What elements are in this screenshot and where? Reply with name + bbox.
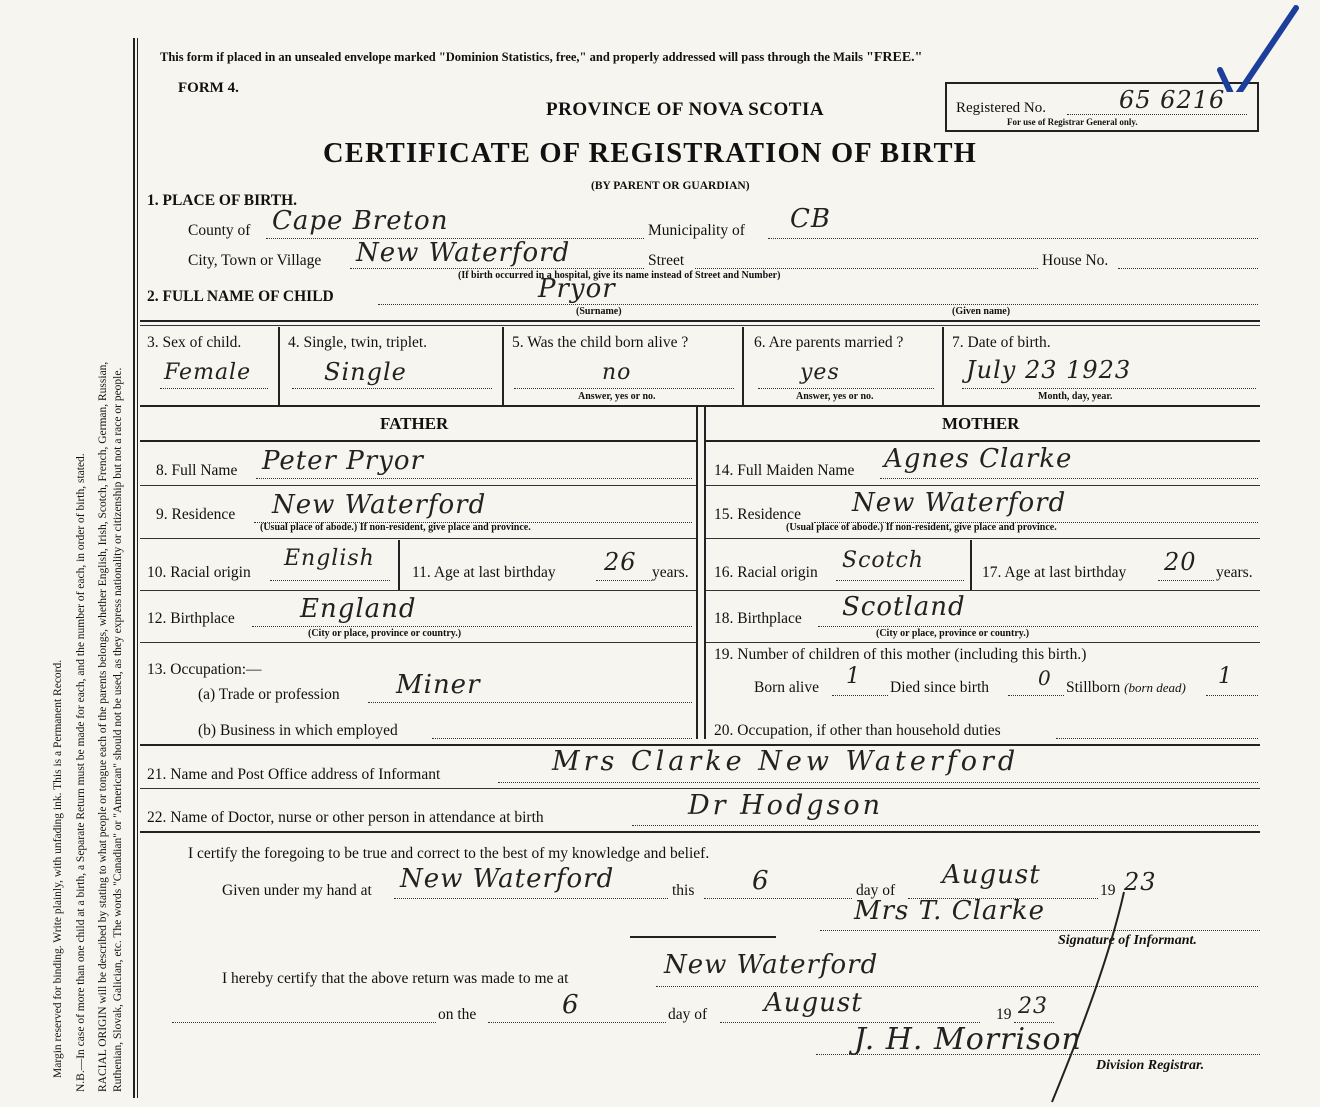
father-residence-value: New Waterford bbox=[272, 490, 487, 520]
municipality-label: Municipality of bbox=[648, 222, 745, 239]
house-number-label: House No. bbox=[1042, 252, 1109, 269]
binding-rule-2 bbox=[137, 38, 138, 1098]
mother-age-value: 20 bbox=[1164, 548, 1197, 576]
document-title: CERTIFICATE OF REGISTRATION OF BIRTH bbox=[323, 138, 978, 169]
on-the-label: on the bbox=[438, 1006, 477, 1023]
business-label: (b) Business in which employed bbox=[198, 722, 398, 739]
father-age-label: 11. Age at last birthday bbox=[412, 564, 556, 581]
died-value: 0 bbox=[1038, 666, 1052, 690]
informant-signature-label: Signature of Informant. bbox=[1058, 933, 1197, 948]
alive-note: Answer, yes or no. bbox=[578, 391, 656, 402]
mother-racial-label: 16. Racial origin bbox=[714, 564, 818, 581]
binding-rule bbox=[133, 38, 135, 1098]
born-alive-label: Born alive bbox=[754, 679, 819, 696]
dob-note: Month, day, year. bbox=[1038, 391, 1113, 402]
mother-birthplace-label: 18. Birthplace bbox=[714, 610, 802, 627]
pen-stroke bbox=[1040, 874, 1160, 1104]
father-age-value: 26 bbox=[604, 548, 637, 576]
dob-label: 7. Date of birth. bbox=[952, 334, 1051, 351]
father-birthplace-value: England bbox=[300, 594, 417, 624]
mother-birthplace-note: (City or place, province or country.) bbox=[876, 628, 1030, 639]
street-label: Street bbox=[648, 252, 685, 269]
doctor-value: Dr Hodgson bbox=[688, 790, 884, 821]
born-alive-value: 1 bbox=[846, 664, 861, 689]
year-value: 23 bbox=[1124, 868, 1157, 896]
check-mark-icon bbox=[1212, 2, 1302, 92]
married-note: Answer, yes or no. bbox=[796, 391, 874, 402]
informant-label: 21. Name and Post Office address of Informant bbox=[147, 766, 441, 783]
married-label: 6. Are parents married ? bbox=[754, 334, 904, 351]
margin-note-1: Margin reserved for binding. Write plainly, with unfading ink. This is a Permanent Record. bbox=[52, 659, 64, 1078]
registrar-year-value: 23 bbox=[1018, 994, 1048, 1019]
this-label: this bbox=[672, 882, 695, 899]
father-birthplace-note: (City or place, province or country.) bbox=[308, 628, 462, 639]
child-name-label: 2. FULL NAME OF CHILD bbox=[147, 288, 334, 305]
day-of-label: day of bbox=[856, 882, 896, 899]
registrar-day-of-label: day of bbox=[668, 1006, 708, 1023]
mother-name-label: 14. Full Maiden Name bbox=[714, 462, 855, 479]
document-subtitle: (BY PARENT OR GUARDIAN) bbox=[591, 180, 750, 192]
single-label: 4. Single, twin, triplet. bbox=[288, 334, 428, 351]
registrar-year-prefix: 19 bbox=[996, 1006, 1012, 1023]
father-name-label: 8. Full Name bbox=[156, 462, 238, 479]
mother-birthplace-value: Scotland bbox=[842, 592, 966, 622]
registrar-month-value: August bbox=[764, 988, 863, 1018]
father-birthplace-label: 12. Birthplace bbox=[147, 610, 235, 627]
alive-label: 5. Was the child born alive ? bbox=[512, 334, 689, 351]
dob-value: July 23 1923 bbox=[966, 356, 1132, 384]
given-label: Given under my hand at bbox=[222, 882, 372, 899]
registrar-place-value: New Waterford bbox=[664, 950, 879, 980]
trade-label: (a) Trade or profession bbox=[198, 686, 340, 703]
form-number: FORM 4. bbox=[178, 80, 239, 96]
occupation-label: 13. Occupation:— bbox=[147, 661, 262, 678]
mother-occupation-label: 20. Occupation, if other than household duties bbox=[714, 722, 1001, 739]
county-label: County of bbox=[188, 222, 251, 239]
trade-value: Miner bbox=[396, 670, 481, 700]
mother-racial-value: Scotch bbox=[842, 548, 924, 573]
registrar-note: For use of Registrar General only. bbox=[1007, 117, 1138, 127]
child-surname-value: Pryor bbox=[538, 274, 616, 304]
single-value: Single bbox=[324, 358, 407, 386]
city-label: City, Town or Village bbox=[188, 252, 322, 269]
doctor-label: 22. Name of Doctor, nurse or other person in attendance at birth bbox=[147, 809, 544, 826]
registered-label: Registered No. bbox=[956, 100, 1046, 116]
father-residence-note: (Usual place of abode.) If non-resident, give place and province. bbox=[260, 522, 531, 533]
registrar-signature-label: Division Registrar. bbox=[1096, 1058, 1205, 1073]
informant-signature-value: Mrs T. Clarke bbox=[854, 896, 1045, 926]
father-racial-label: 10. Racial origin bbox=[147, 564, 251, 581]
given-place-value: New Waterford bbox=[400, 864, 615, 894]
children-count-label: 19. Number of children of this mother (including this birth.) bbox=[714, 646, 1087, 663]
month-value: August bbox=[942, 860, 1041, 890]
mother-name-value: Agnes Clarke bbox=[884, 444, 1073, 474]
registrar-day-value: 6 bbox=[562, 990, 580, 1020]
mother-residence-label: 15. Residence bbox=[714, 506, 801, 523]
mail-notice: This form if placed in an unsealed envelope marked "Dominion Statistics, free," and properly addressed will pass through the Mails "FREE." bbox=[160, 50, 923, 65]
place-heading: 1. PLACE OF BIRTH. bbox=[147, 192, 298, 209]
stillborn-label: Stillborn (born dead) bbox=[1066, 679, 1186, 696]
mother-residence-value: New Waterford bbox=[852, 488, 1067, 518]
municipality-value: CB bbox=[790, 204, 831, 234]
given-name-note: (Given name) bbox=[952, 306, 1011, 317]
hospital-note: (If birth occurred in a hospital, give its name instead of Street and Number) bbox=[458, 270, 781, 281]
margin-note-4: Ruthenian, Slovak, Galician, etc. The words "Canadian" or "American" should not be used, as they express nationality or citizenship but not a race or people. bbox=[112, 367, 124, 1092]
province-heading: PROVINCE OF NOVA SCOTIA bbox=[546, 99, 825, 120]
mother-age-label: 17. Age at last birthday bbox=[982, 564, 1127, 581]
registrar-certify-label: I hereby certify that the above return was made to me at bbox=[222, 970, 569, 987]
sex-value: Female bbox=[164, 360, 252, 385]
married-value: yes bbox=[800, 360, 840, 385]
registered-value: 65 6216 bbox=[1119, 86, 1226, 114]
mother-years-label: years. bbox=[1216, 564, 1253, 581]
father-years-label: years. bbox=[652, 564, 689, 581]
father-racial-value: English bbox=[284, 546, 375, 571]
alive-value: no bbox=[602, 360, 632, 385]
certify-statement: I certify the foregoing to be true and correct to the best of my knowledge and belief. bbox=[188, 845, 710, 862]
mother-heading: MOTHER bbox=[942, 414, 1020, 433]
father-heading: FATHER bbox=[380, 414, 449, 433]
surname-note: (Surname) bbox=[576, 306, 622, 317]
sex-label: 3. Sex of child. bbox=[147, 334, 242, 351]
county-value: Cape Breton bbox=[272, 206, 449, 236]
day-value: 6 bbox=[752, 866, 770, 896]
year-prefix: 19 bbox=[1100, 882, 1116, 899]
father-residence-label: 9. Residence bbox=[156, 506, 236, 523]
stillborn-value: 1 bbox=[1218, 664, 1233, 689]
informant-value: Mrs Clarke New Waterford bbox=[552, 746, 1020, 777]
margin-note-2: N.B.—In case of more than one child at a birth, a Separate Return must be made for each, and the number of each, in order of birth, stated. bbox=[75, 453, 87, 1092]
margin-note-3: RACIAL ORIGIN will be described by stating to what people or tongue each of the parents belongs, whether English, Irish, Scotch, French, German, Russian, bbox=[97, 361, 109, 1092]
died-label: Died since birth bbox=[890, 679, 990, 696]
mother-residence-note: (Usual place of abode.) If non-resident, give place and province. bbox=[786, 522, 1057, 533]
registrar-signature-value: J. H. Morrison bbox=[854, 1022, 1082, 1057]
city-value: New Waterford bbox=[356, 238, 571, 268]
father-name-value: Peter Pryor bbox=[262, 446, 424, 476]
